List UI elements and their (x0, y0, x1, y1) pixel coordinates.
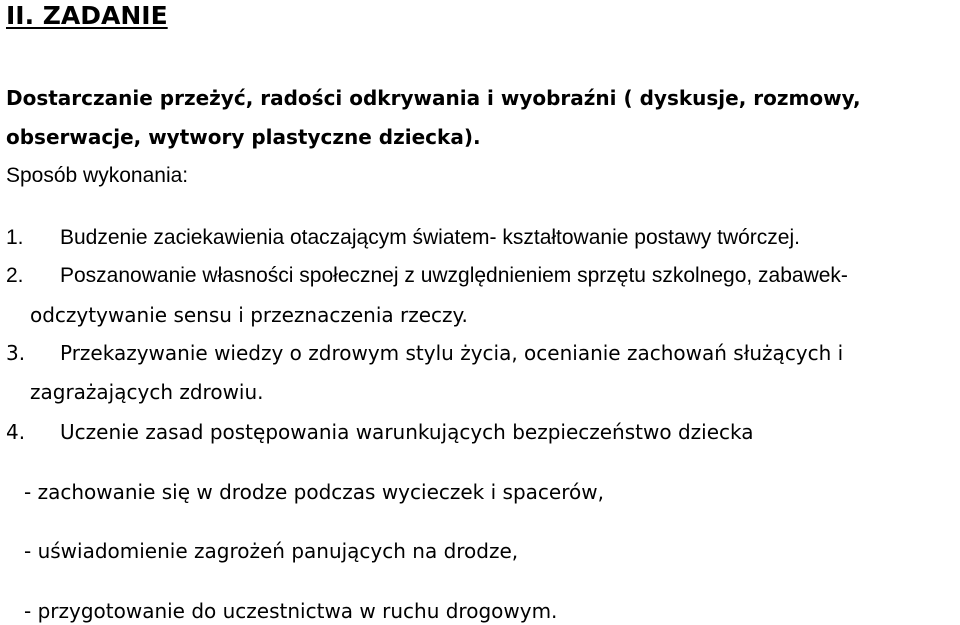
item-text: Uczenie zasad postępowania warunkujących bezpieczeństwo dziecka (60, 420, 754, 444)
list-item-2-continuation: odczytywanie sensu i przeznaczenia rzeczy. (30, 303, 468, 327)
list-item-3-continuation: zagrażających zdrowiu. (30, 380, 264, 404)
sub-item-1: - zachowanie się w drodze podczas wycieczek i spacerów, (24, 480, 604, 504)
sub-item-2: - uświadomienie zagrożeń panujących na drodze, (24, 539, 519, 563)
item-text: Poszanowanie własności społecznej z uwzględnieniem sprzętu szkolnego, zabawek- (60, 264, 848, 287)
item-number: 4. (6, 420, 26, 444)
item-number: 2. (6, 264, 24, 287)
item-number: 3. (6, 341, 26, 365)
item-number: 1. (6, 226, 24, 249)
item-text: Budzenie zaciekawienia otaczającym światem- kształtowanie postawy twórczej. (60, 226, 800, 249)
method-label: Sposób wykonania: (6, 164, 189, 187)
sub-item-3: - przygotowanie do uczestnictwa w ruchu drogowym. (24, 599, 558, 623)
intro-line-2: obserwacje, wytwory plastyczne dziecka). (6, 125, 481, 149)
item-text: Przekazywanie wiedzy o zdrowym stylu życia, ocenianie zachowań służących i (60, 341, 844, 365)
section-title: II. ZADANIE (6, 1, 168, 30)
intro-line-1: Dostarczanie przeżyć, radości odkrywania i wyobraźni ( dyskusje, rozmowy, (6, 86, 861, 110)
